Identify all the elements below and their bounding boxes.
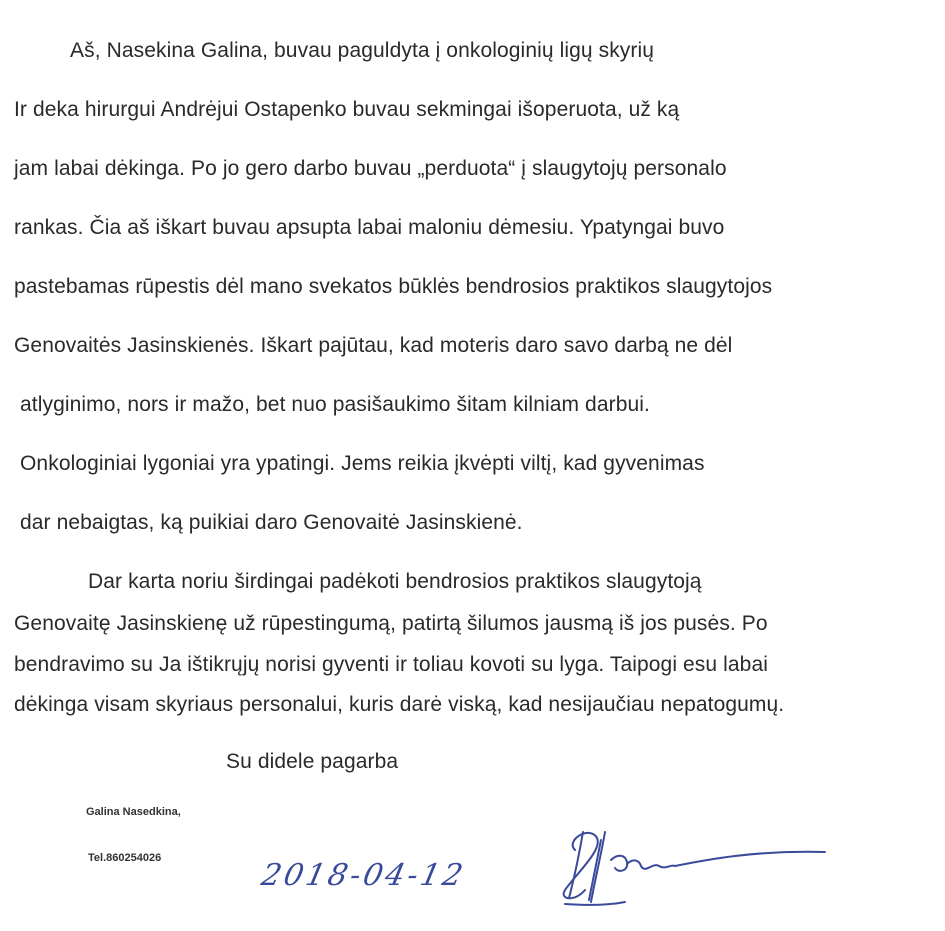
paragraph2-line-1: Dar karta noriu širdingai padėkoti bendrosios praktikos slaugytoją bbox=[88, 570, 702, 593]
paragraph1-line-6: Genovaitės Jasinskienės. Iškart pajūtau, kad moteris daro savo darbą ne dėl bbox=[14, 334, 733, 357]
paragraph1-line-9: dar nebaigtas, ką puikiai daro Genovaitė Jasinskienė. bbox=[20, 511, 523, 534]
handwritten-signature-icon bbox=[535, 820, 855, 910]
paragraph1-line-5: pastebamas rūpestis dėl mano svekatos būklės bendrosios praktikos slaugytojos bbox=[14, 275, 773, 298]
paragraph2-line-4: dėkinga visam skyriaus personalui, kuris darė viską, kad nesijaučiau nepatogumų. bbox=[14, 693, 785, 716]
paragraph2-line-2: Genovaitę Jasinskienę už rūpestingumą, patirtą šilumos jausmą iš jos pusės. Po bbox=[14, 612, 768, 635]
paragraph1-line-2: Ir deka hirurgui Andrėjui Ostapenko buvau sekmingai išoperuota, už ką bbox=[14, 98, 680, 121]
handwritten-date: 2018-04-12 bbox=[258, 858, 469, 893]
paragraph2-line-3: bendravimo su Ja ištikrųjų norisi gyventi ir toliau kovoti su lyga. Taipogi esu labai bbox=[14, 653, 768, 676]
paragraph1-line-1: Aš, Nasekina Galina, buvau paguldyta į onkologinių ligų skyrių bbox=[70, 39, 655, 62]
paragraph1-line-7: atlyginimo, nors ir mažo, bet nuo pasišaukimo šitam kilniam darbui. bbox=[20, 393, 650, 416]
sender-phone: Tel.860254026 bbox=[88, 852, 162, 864]
paragraph1-line-4: rankas. Čia aš iškart buvau apsupta labai maloniu dėmesiu. Ypatyngai buvo bbox=[14, 216, 725, 239]
closing-greeting: Su didele pagarba bbox=[226, 750, 399, 773]
sender-name: Galina Nasedkina, bbox=[86, 806, 181, 818]
paragraph1-line-8: Onkologiniai lygoniai yra ypatingi. Jems reikia įkvėpti viltį, kad gyvenimas bbox=[20, 452, 705, 475]
paragraph1-line-3: jam labai dėkinga. Po jo gero darbo buvau „perduota“ į slaugytojų personalo bbox=[14, 157, 727, 180]
